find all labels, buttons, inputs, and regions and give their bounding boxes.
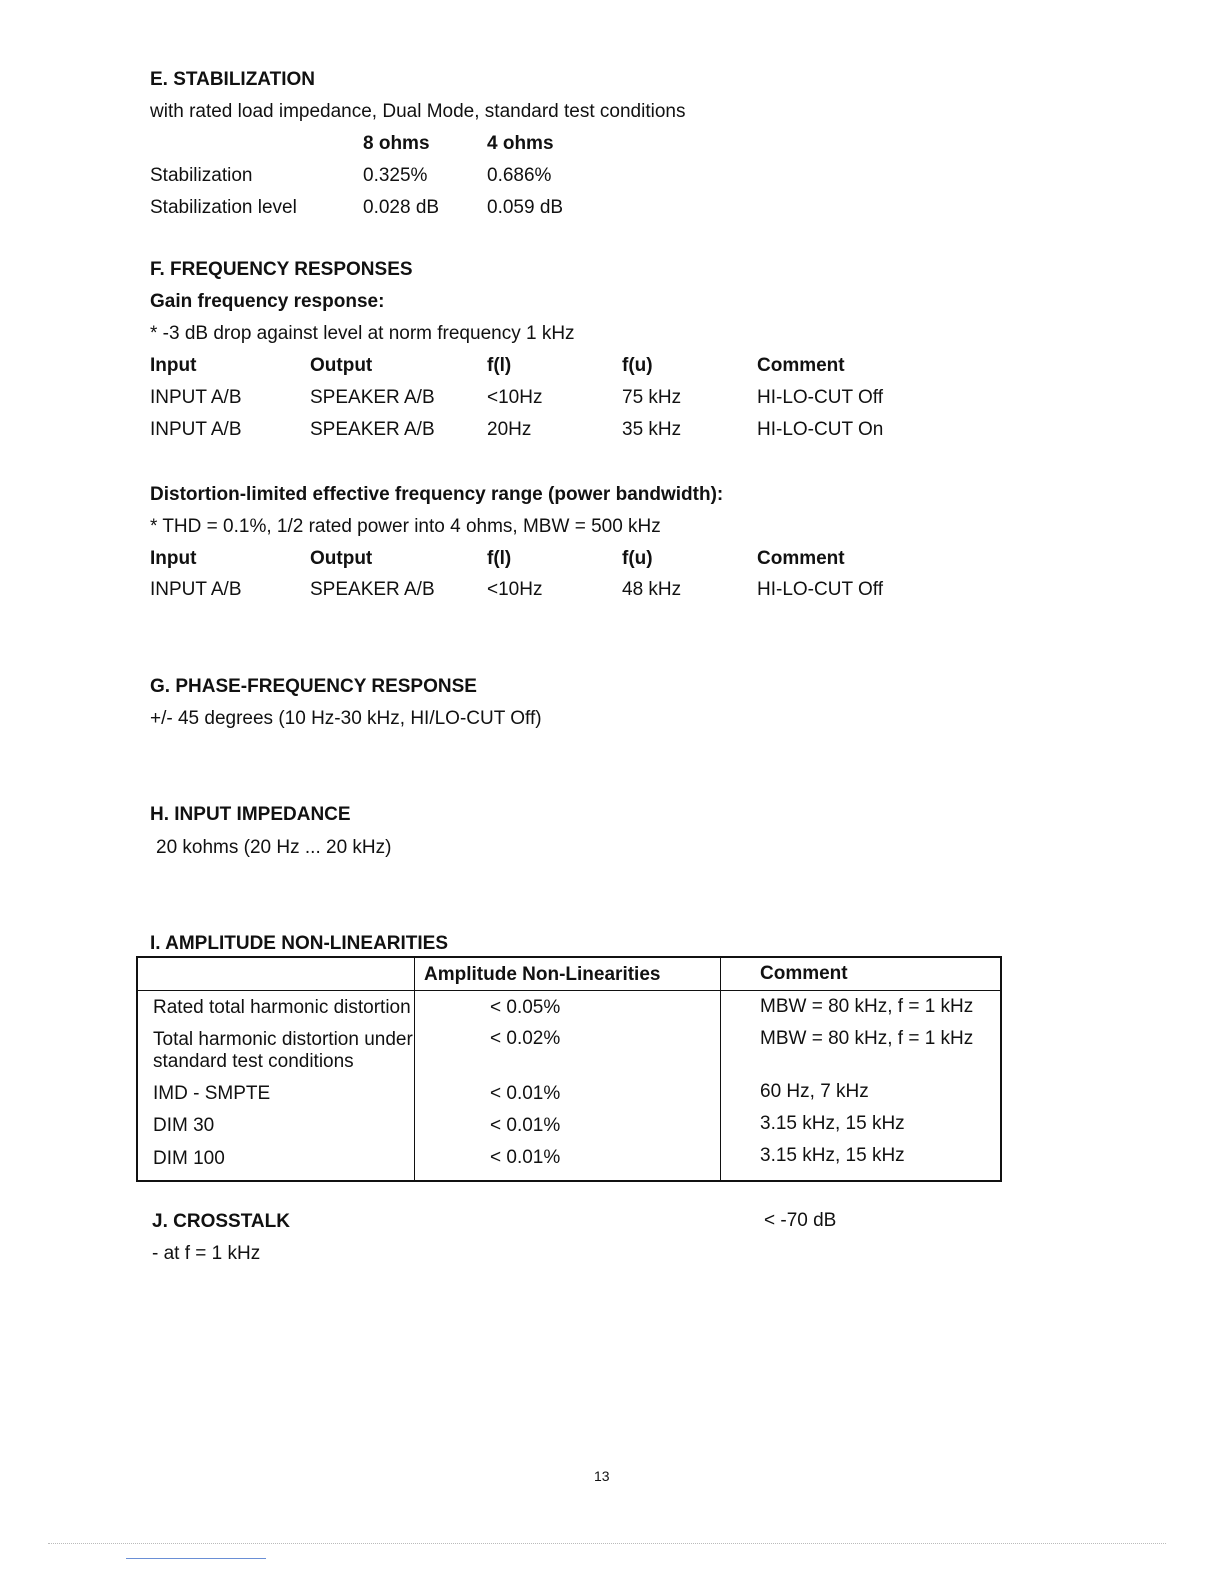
page-number: 13 (594, 1468, 610, 1484)
col-4-ohms: 4 ohms (487, 133, 554, 154)
header-input: Input (150, 355, 197, 376)
table-cell-comment: MBW = 80 kHz, f = 1 kHz (760, 996, 974, 1017)
section-i-heading: I. AMPLITUDE NON-LINEARITIES (150, 933, 449, 954)
table-divider (414, 958, 415, 1180)
table-cell-comment: MBW = 80 kHz, f = 1 kHz (760, 1028, 974, 1049)
gain-row-output: SPEAKER A/B (310, 387, 435, 408)
dist-row-output: SPEAKER A/B (310, 579, 435, 600)
section-j-heading: J. CROSSTALK (152, 1211, 290, 1232)
section-e-subtitle: with rated load impedance, Dual Mode, standard test conditions (150, 101, 686, 122)
table-cell-label-cont: standard test conditions (153, 1051, 354, 1072)
stab-level-8: 0.028 dB (363, 197, 440, 218)
dist-row-comment: HI-LO-CUT Off (757, 579, 883, 600)
gain-row-comment: HI-LO-CUT Off (757, 387, 883, 408)
dist-note: * THD = 0.1%, 1/2 rated power into 4 ohms, MBW = 500 kHz (150, 516, 661, 537)
section-h-heading: H. INPUT IMPEDANCE (150, 804, 351, 825)
nonlinearity-table (136, 956, 1002, 1182)
dist-header-output: Output (310, 548, 373, 569)
dist-header-fl: f(l) (487, 548, 512, 569)
footer-blue-rule (126, 1558, 266, 1559)
header-comment: Comment (757, 355, 845, 376)
stab-row-8: 0.325% (363, 165, 428, 186)
section-g-heading: G. PHASE-FREQUENCY RESPONSE (150, 676, 477, 697)
gain-row-fl: 20Hz (487, 419, 532, 440)
gain-row-input: INPUT A/B (150, 419, 242, 440)
dist-header-input: Input (150, 548, 197, 569)
dist-header-fu: f(u) (622, 548, 653, 569)
header-fu: f(u) (622, 355, 653, 376)
header-fl: f(l) (487, 355, 512, 376)
dist-header-comment: Comment (757, 548, 845, 569)
dist-row-fl: <10Hz (487, 579, 543, 600)
section-h-text: 20 kohms (20 Hz ... 20 kHz) (156, 837, 392, 858)
table-header-amp: Amplitude Non-Linearities (424, 964, 661, 985)
stab-level-label: Stabilization level (150, 197, 297, 218)
table-header-comment: Comment (760, 963, 848, 984)
table-cell-value: < 0.02% (490, 1028, 561, 1049)
section-e-heading: E. STABILIZATION (150, 69, 316, 90)
col-8-ohms: 8 ohms (363, 133, 430, 154)
dist-title: Distortion-limited effective frequency range (power bandwidth): (150, 484, 724, 505)
stab-row-label: Stabilization (150, 165, 253, 186)
gain-row-input: INPUT A/B (150, 387, 242, 408)
section-f-heading: F. FREQUENCY RESPONSES (150, 259, 413, 280)
gain-note: * -3 dB drop against level at norm frequency 1 kHz (150, 323, 575, 344)
stab-row-4: 0.686% (487, 165, 552, 186)
table-cell-comment: 3.15 kHz, 15 kHz (760, 1113, 905, 1134)
header-output: Output (310, 355, 373, 376)
gain-row-fu: 75 kHz (622, 387, 682, 408)
crosstalk-note: - at f = 1 kHz (152, 1243, 261, 1264)
stab-level-4: 0.059 dB (487, 197, 564, 218)
table-cell-comment: 60 Hz, 7 kHz (760, 1081, 869, 1102)
table-cell-label: DIM 30 (153, 1115, 215, 1136)
dist-row-fu: 48 kHz (622, 579, 682, 600)
table-cell-label: IMD - SMPTE (153, 1083, 271, 1104)
gain-row-fu: 35 kHz (622, 419, 682, 440)
table-cell-value: < 0.01% (490, 1115, 561, 1136)
gain-row-comment: HI-LO-CUT On (757, 419, 884, 440)
dist-row-input: INPUT A/B (150, 579, 242, 600)
table-header-rule (138, 990, 1000, 991)
table-cell-value: < 0.05% (490, 997, 561, 1018)
section-g-text: +/- 45 degrees (10 Hz-30 kHz, HI/LO-CUT Off) (150, 708, 542, 729)
table-cell-value: < 0.01% (490, 1083, 561, 1104)
table-cell-label: Total harmonic distortion under (153, 1029, 413, 1050)
table-cell-label: DIM 100 (153, 1148, 225, 1169)
gain-title: Gain frequency response: (150, 291, 385, 312)
footer-rule (48, 1543, 1166, 1544)
table-divider (720, 958, 721, 1180)
crosstalk-value: < -70 dB (764, 1210, 837, 1231)
gain-row-output: SPEAKER A/B (310, 419, 435, 440)
table-cell-comment: 3.15 kHz, 15 kHz (760, 1145, 905, 1166)
gain-row-fl: <10Hz (487, 387, 543, 408)
table-cell-value: < 0.01% (490, 1147, 561, 1168)
table-cell-label: Rated total harmonic distortion (153, 997, 411, 1018)
